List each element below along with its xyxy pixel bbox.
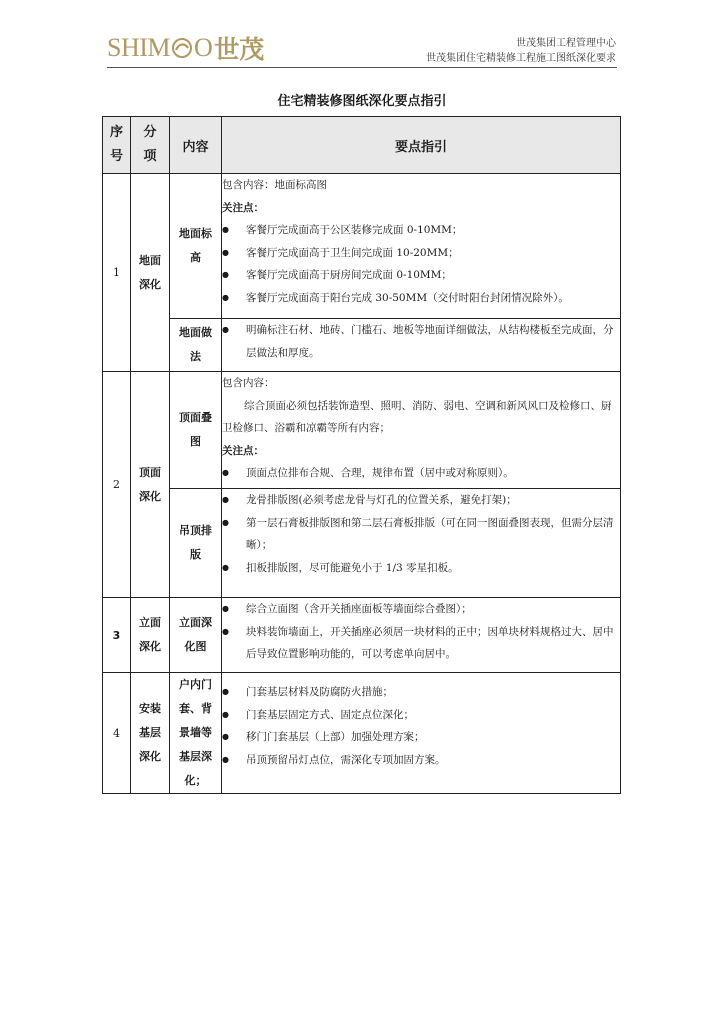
row-subitem: 地面做 法	[170, 319, 222, 372]
content-intro: 包含内容：	[222, 377, 275, 389]
list-item: ● 客餐厅完成面高于阳台完成 30-50MM（交付时阳台封闭情况除外）。	[222, 287, 620, 310]
table-header-row	[103, 117, 621, 174]
table-row	[103, 489, 621, 598]
header-divider	[107, 67, 617, 68]
bullet-icon: ●	[222, 325, 229, 334]
focus-label: 关注点：	[222, 444, 264, 457]
list-item: ● 综合立面图（含开关插座面板等墙面综合叠图）；	[222, 598, 620, 621]
row-category: 地面 深化	[131, 174, 170, 372]
row-category: 立面 深化	[131, 598, 170, 673]
bullet-icon: ●	[222, 247, 229, 257]
content-intro: 包含内容：地面标高图	[222, 179, 327, 191]
list-item: ● 扣板排版图，尽可能避免小于 1/3 零星扣板。	[222, 557, 620, 580]
row-number: 4	[103, 673, 131, 794]
table-row	[103, 598, 621, 673]
row-guide	[222, 174, 621, 319]
header-guide: 要点指引	[222, 117, 621, 174]
bullet-icon: ●	[222, 562, 229, 572]
logo-latin-left: SHIM	[107, 33, 171, 62]
row-guide	[222, 598, 621, 673]
list-item: ● 块料装饰墙面上，开关插座必须居一块材料的正中；因单块材料规格过大、居中后导致位置影响功能的，可以考虑单向居中。	[222, 621, 620, 666]
row-guide	[222, 489, 621, 598]
header-doc-ref: 世茂集团住宅精装修工程施工图纸深化要求	[426, 53, 616, 64]
bullet-icon: ●	[222, 604, 229, 613]
bullet-icon: ●	[222, 495, 229, 504]
header-info	[426, 36, 616, 66]
bullet-icon: ●	[222, 626, 229, 636]
list-item: ● 龙骨排版图(必须考虑龙骨与灯孔的位置关系，避免打架)；	[222, 489, 620, 512]
table-row	[103, 174, 621, 319]
row-subitem: 顶面叠 图	[170, 372, 222, 489]
list-item: ● 门套基层材料及防腐防火措施；	[222, 681, 620, 704]
row-number: 3	[103, 598, 131, 673]
row-category: 安装 基层 深化	[131, 673, 170, 794]
row-subitem: 户内门 套、背 景墙等 基层深 化；	[170, 673, 222, 794]
focus-label: 关注点：	[222, 201, 264, 214]
guide-table	[102, 116, 621, 794]
logo-swirl-icon	[171, 37, 193, 59]
content-paragraph: 综合顶面必须包括装饰造型、照明、消防、弱电、空调和新风风口及检修口、厨卫检修口、浴霸和凉霸等所有内容；	[222, 399, 612, 434]
logo-chinese: 世茂	[214, 35, 265, 64]
bullet-icon: ●	[222, 732, 229, 741]
bullet-icon: ●	[222, 754, 229, 764]
logo-wordmark	[107, 33, 212, 63]
row-category: 顶面 深化	[131, 372, 170, 598]
row-number: 2	[103, 372, 131, 598]
list-item: ● 吊顶预留吊灯点位，需深化专项加固方案。	[222, 749, 620, 772]
list-item: ● 明确标注石材、地砖、门槛石、地板等地面详细做法，从结构楼板至完成面，分层做法和厚度。	[222, 319, 620, 364]
row-guide	[222, 372, 621, 489]
document-title: 住宅精装修图纸深化要点指引	[277, 94, 447, 109]
list-item: ● 客餐厅完成面高于厨房间完成面 0-10MM；	[222, 264, 620, 287]
row-guide	[222, 673, 621, 794]
bullet-icon: ●	[222, 687, 229, 696]
header-no: 序 号	[103, 117, 131, 174]
company-logo	[107, 30, 264, 66]
list-item: ● 顶面点位排布合规、合理，规律布置（居中或对称原则）。	[222, 462, 620, 485]
header-content: 内容	[170, 117, 222, 174]
row-subitem: 地面标 高	[170, 174, 222, 319]
list-item: ● 第一层石膏板排版图和第二层石膏板排版（可在同一图面叠图表现，但需分层清晰）；	[222, 512, 620, 557]
row-guide	[222, 319, 621, 372]
bullet-icon: ●	[222, 468, 229, 477]
row-subitem: 吊顶排 版	[170, 489, 222, 598]
row-number: 1	[103, 174, 131, 372]
logo-latin-right: O	[194, 33, 213, 62]
bullet-icon: ●	[222, 225, 229, 234]
table-row	[103, 372, 621, 489]
table-row	[103, 319, 621, 372]
bullet-icon: ●	[222, 517, 229, 527]
list-item: ● 客餐厅完成面高于公区装修完成面 0-10MM；	[222, 219, 620, 242]
list-item: ● 移门门套基层（上部）加强处理方案；	[222, 726, 620, 749]
list-item: ● 门套基层固定方式、固定点位深化；	[222, 704, 620, 727]
header-org: 世茂集团工程管理中心	[516, 38, 616, 49]
table-row	[103, 673, 621, 794]
bullet-icon: ●	[222, 709, 229, 719]
list-item: ● 客餐厅完成面高于卫生间完成面 10-20MM；	[222, 242, 620, 265]
header-category: 分 项	[131, 117, 170, 174]
bullet-icon: ●	[222, 270, 229, 279]
bullet-icon: ●	[222, 292, 229, 302]
row-subitem: 立面深 化图	[170, 598, 222, 673]
